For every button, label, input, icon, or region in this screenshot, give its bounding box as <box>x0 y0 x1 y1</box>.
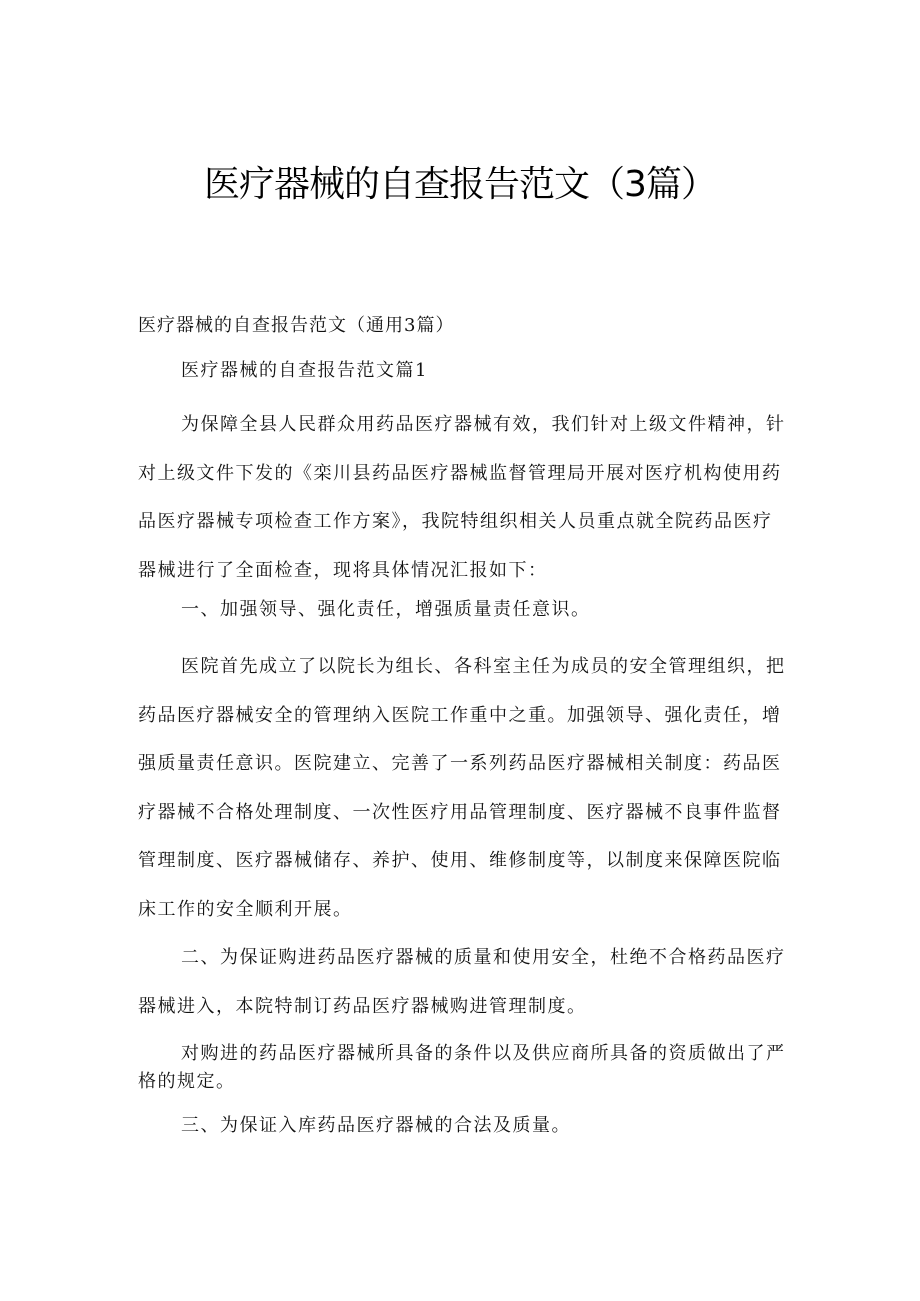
paragraph-purchase-rules: 对购进的药品医疗器械所具备的条件以及供应商所具备的资质做出了严格的规定。 <box>138 1043 786 1092</box>
document-title: 医疗器械的自查报告范文（3篇） <box>204 164 716 205</box>
paragraph-intro: 为保障全县人民群众用药品医疗器械有效，我们针对上级文件精神，针对上级文件下发的《栾川县药品医疗器械监督管理局开展对医疗机构使用药品医疗器械专项检查工作方案》，我院特组织相关人员重点就全院药品医疗器械进行了全面检查，现将具体情况汇报如下： <box>138 414 786 581</box>
paragraph-management: 医院首先成立了以院长为组长、各科室主任为成员的安全管理组织，把药品医疗器械安全的管理纳入医院工作重中之重。加强领导、强化责任，增强质量责任意识。医院建立、完善了一系列药品医疗器械相关制度：药品医疗器械不合格处理制度、一次性医疗用品管理制度、医疗器械不良事件监督管理制度、医疗器械储存、养护、使用、维修制度等，以制度来保障医院临床工作的安全顺利开展。 <box>138 656 786 920</box>
document-subtitle: 医疗器械的自查报告范文（通用3篇） <box>138 315 455 336</box>
section-heading-3: 三、为保证入库药品医疗器械的合法及质量。 <box>181 1115 571 1136</box>
section-heading-1: 一、加强领导、强化责任，增强质量责任意识。 <box>181 599 591 620</box>
section-heading-2: 二、为保证购进药品医疗器械的质量和使用安全，杜绝不合格药品医疗器械进入，本院特制订药品医疗器械购进管理制度。 <box>138 947 786 1017</box>
article-heading: 医疗器械的自查报告范文篇1 <box>181 360 428 381</box>
